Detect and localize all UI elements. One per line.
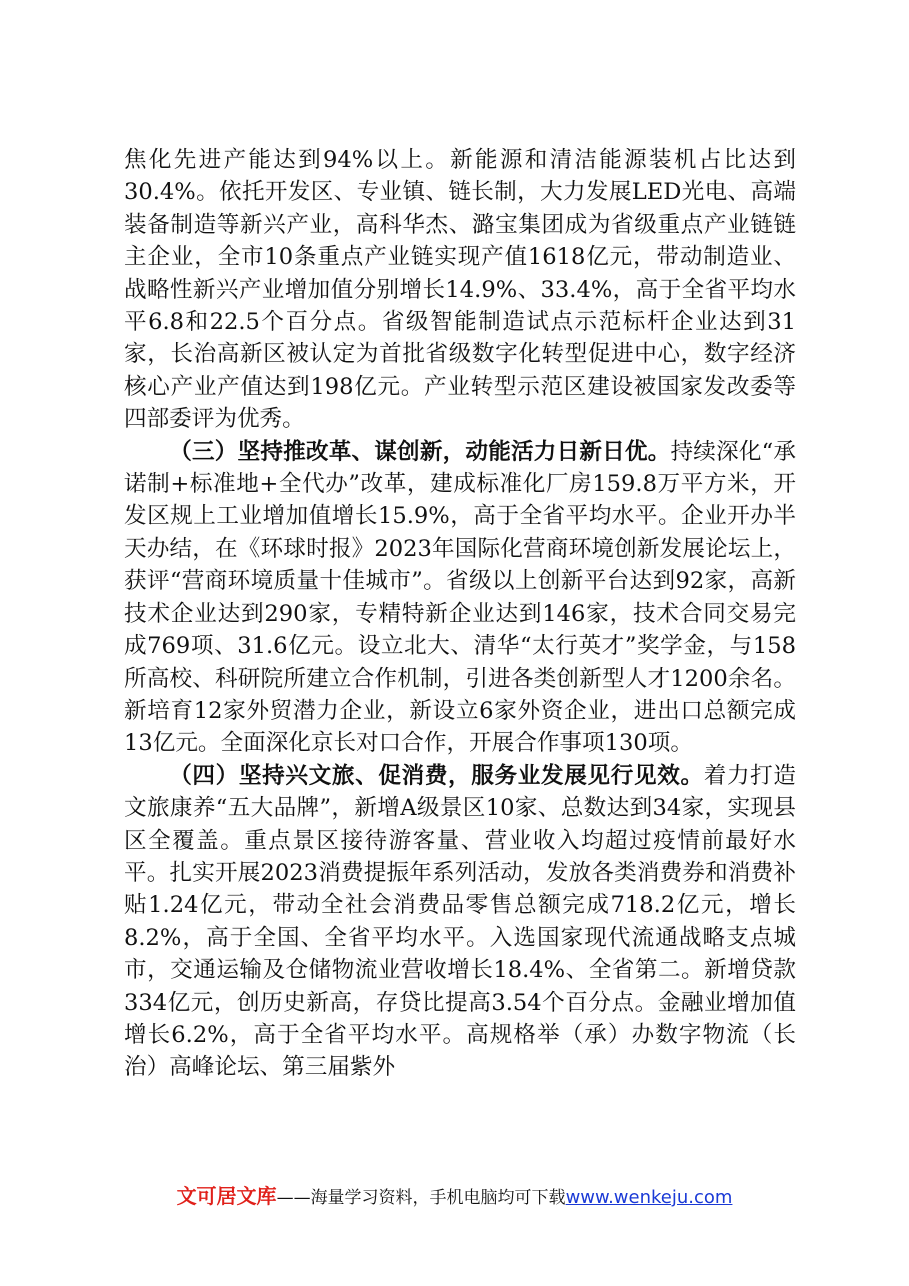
paragraph-text: 着力打造文旅康养“五大品牌”，新增A级景区10家、总数达到34家，实现县区全覆盖。重点景区接待游客量、营业收入均超过疫情前最好水平。扎实开展2023消费提振年系列活动，发放各类消费券和消费补贴1.24亿元，带动全社会消费品零售总额完成718.2亿元，增长8.2%，高于全国、全省平均水平。入选国家现代流通战略支点城市，交通运输及仓储物流业营收增长18.4%、全省第二。新增贷款334亿元，创历史新高，存贷比提高3.54个百分点。金融业增加值增长6.2%，高于全省平均水平。高规格举（承）办数字物流（长治）高峰论坛、第三届紫外 bbox=[124, 762, 797, 1081]
paragraph-text: 持续深化“承诺制+标准地+全代办”改革，建成标准化厂房159.8万平方米，开发区规上工业增加值增长15.9%，高于全省平均水平。企业开办半天办结，在《环球时报》2023年国际化营商环境创新发展论坛上，获评“营商环境质量十佳城市”。省级以上创新平台达到92家，高新技术企业达到290家，专精特新企业达到146家，技术合同交易完成769项、31.6亿元。设立北大、清华“太行英才”奖学金，与158所高校、科研院所建立合作机制，引进各类创新型人才1200余名。新培育12家外贸潜力企业，新设立6家外资企业，进出口总额完成13亿元。全面深化京长对口合作，开展合作事项130项。 bbox=[124, 438, 797, 757]
footer-slogan: 海量学习资料，手机电脑均可下载 bbox=[310, 1188, 566, 1208]
section-heading-tourism: （四）坚持兴文旅、促消费，服务业发展见行见效。 bbox=[169, 762, 704, 789]
paragraph-text: 焦化先进产能达到94%以上。新能源和清洁能源装机占比达到30.4%。依托开发区、专业镇、链长制，大力发展LED光电、高端装备制造等新兴产业，高科华杰、潞宝集团成为省级重点产业链链主企业，全市10条重点产业链实现产值1618亿元，带动制造业、战略性新兴产业增加值分别增长14.9%、33.4%，高于全省平均水平6.8和22.5个百分点。省级智能制造试点示范标杆企业达到31家，长治高新区被认定为首批省级数字化转型促进中心，数字经济核心产业产值达到198亿元。产业转型示范区建设被国家发改委等四部委评为优秀。 bbox=[124, 147, 796, 433]
footer-banner bbox=[0, 1180, 909, 1209]
document-body bbox=[124, 144, 796, 1084]
paragraph-culture-tourism bbox=[124, 760, 796, 1084]
paragraph-reform-innovation bbox=[124, 436, 796, 760]
section-heading-reform: （三）坚持推改革、谋创新，动能活力日新日优。 bbox=[169, 438, 671, 465]
brand-name: 文可居文库 bbox=[176, 1184, 277, 1208]
footer-dash: —— bbox=[276, 1188, 311, 1208]
paragraph-industry-transformation bbox=[124, 144, 796, 436]
website-link[interactable]: www.wenkeju.com bbox=[565, 1187, 733, 1208]
